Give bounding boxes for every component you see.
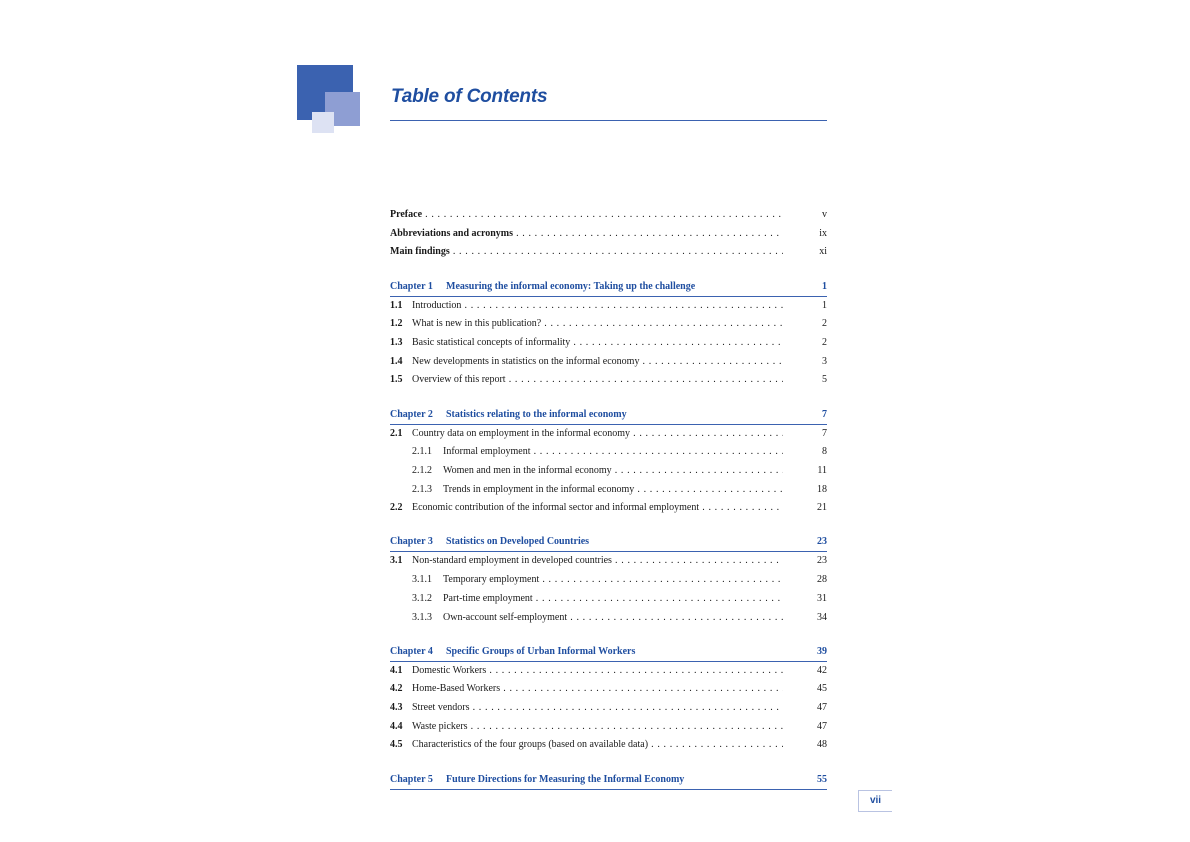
section-page: 47 [817, 720, 827, 732]
toc-entry-leader [390, 680, 783, 699]
section-title: Economic contribution of the informal sector and informal employment [412, 502, 700, 514]
section-title: Introduction [412, 299, 462, 311]
chapter-title: Specific Groups of Urban Informal Workers [446, 645, 636, 657]
section-number: 2.1.2 [412, 464, 432, 476]
toc-section-entry[interactable] [390, 718, 827, 737]
toc-entry-leader [390, 552, 783, 571]
section-title: Own-account self-employment [443, 611, 568, 623]
section-title: Street vendors [412, 702, 470, 714]
section-number: 3.1.1 [412, 574, 432, 586]
toc-entry-leader [390, 297, 783, 316]
toc-section-entry[interactable] [390, 499, 827, 518]
toc-subsection-entry[interactable] [390, 590, 827, 609]
title-underline [390, 120, 827, 121]
chapter-page: 23 [817, 536, 827, 548]
section-page: 34 [817, 611, 827, 623]
page-number: vii [858, 790, 892, 812]
decorative-square-small [312, 112, 334, 133]
section-title: New developments in statistics on the informal economy [412, 355, 640, 367]
section-page: 21 [817, 502, 827, 514]
section-title: Characteristics of the four groups (based on available data) [412, 739, 649, 751]
toc-entry-leader [390, 699, 783, 718]
toc-entry-leader [390, 225, 783, 244]
toc-section-entry[interactable] [390, 334, 827, 353]
toc-subsection-entry[interactable] [390, 571, 827, 590]
chapter-title: Future Directions for Measuring the Informal Economy [446, 773, 685, 785]
chapter-title: Measuring the informal economy: Taking up the challenge [446, 280, 696, 292]
section-title: Temporary employment [443, 574, 540, 586]
section-title: Women and men in the informal economy [443, 464, 612, 476]
toc-subsection-entry[interactable] [390, 609, 827, 628]
chapter-page: 55 [817, 773, 827, 785]
chapter-page: 7 [822, 408, 827, 420]
section-number: 1.3 [390, 336, 403, 348]
toc-chapter-heading[interactable] [390, 278, 827, 297]
toc-entry-leader [390, 662, 783, 681]
toc-section-entry[interactable] [390, 315, 827, 334]
section-page: 2 [822, 318, 827, 330]
section-number: 1.5 [390, 374, 403, 386]
toc-entry-leader [390, 609, 783, 628]
chapter-number: Chapter 1 [390, 280, 433, 292]
section-number: 4.3 [390, 702, 403, 714]
section-title: Non-standard employment in developed countries [412, 555, 612, 567]
section-title: Waste pickers [412, 720, 468, 732]
section-number: 2.1 [390, 427, 403, 439]
toc-front-entry[interactable] [390, 206, 827, 225]
toc-section-entry[interactable] [390, 425, 827, 444]
section-number: 1.1 [390, 299, 403, 311]
section-page: 31 [817, 592, 827, 604]
section-number: 1.4 [390, 355, 403, 367]
section-number: 2.1.1 [412, 446, 432, 458]
section-title: Domestic Workers [412, 664, 487, 676]
toc-entry-page: ix [819, 227, 827, 239]
chapter-title: Statistics relating to the informal economy [446, 408, 627, 420]
toc-entry-leader [390, 590, 783, 609]
section-page: 3 [822, 355, 827, 367]
section-page: 18 [817, 483, 827, 495]
toc-entry-leader [390, 481, 783, 500]
section-title: Home-Based Workers [412, 683, 501, 695]
section-title: What is new in this publication? [412, 318, 542, 330]
section-number: 2.2 [390, 502, 403, 514]
page-title: Table of Contents [391, 86, 548, 107]
section-title: Trends in employment in the informal economy [443, 483, 635, 495]
toc-chapter-heading[interactable] [390, 643, 827, 662]
section-page: 42 [817, 664, 827, 676]
toc-section-entry[interactable] [390, 371, 827, 390]
section-number: 4.4 [390, 720, 403, 732]
toc-front-entry[interactable] [390, 225, 827, 244]
section-number: 3.1.2 [412, 592, 432, 604]
toc-section-entry[interactable] [390, 699, 827, 718]
toc-section-entry[interactable] [390, 736, 827, 755]
section-number: 4.1 [390, 664, 403, 676]
toc-front-entry[interactable] [390, 243, 827, 262]
toc-subsection-entry[interactable] [390, 462, 827, 481]
section-page: 11 [817, 464, 827, 476]
section-page: 45 [817, 683, 827, 695]
section-number: 2.1.3 [412, 483, 432, 495]
toc-entry-leader [390, 334, 783, 353]
toc-entry-leader [390, 736, 783, 755]
section-page: 23 [817, 555, 827, 567]
table-of-contents [390, 206, 827, 790]
toc-entry-label: Preface [390, 209, 423, 220]
toc-entry-label: Main findings [390, 246, 450, 258]
toc-section-entry[interactable] [390, 680, 827, 699]
section-page: 47 [817, 702, 827, 714]
section-page: 48 [817, 739, 827, 751]
toc-subsection-entry[interactable] [390, 443, 827, 462]
toc-entry-leader [390, 425, 783, 444]
section-number: 4.5 [390, 739, 403, 751]
section-title: Overview of this report [412, 374, 506, 386]
section-title: Part-time employment [443, 592, 533, 604]
toc-chapter-heading[interactable] [390, 771, 827, 790]
section-page: 5 [822, 374, 827, 386]
section-title: Country data on employment in the informal economy [412, 427, 631, 439]
chapter-page: 39 [817, 645, 827, 657]
toc-entry-leader [390, 371, 783, 390]
toc-entry-leader [390, 353, 783, 372]
section-number: 4.2 [390, 683, 403, 695]
chapter-number: Chapter 3 [390, 536, 433, 548]
toc-entry-leader [390, 571, 783, 590]
section-page: 28 [817, 574, 827, 586]
section-page: 7 [822, 427, 827, 439]
toc-chapter-heading[interactable] [390, 533, 827, 552]
chapter-page: 1 [822, 280, 827, 292]
toc-section-entry[interactable] [390, 297, 827, 316]
section-number: 3.1 [390, 555, 403, 567]
toc-entry-leader [390, 206, 783, 225]
section-title: Informal employment [443, 446, 531, 458]
toc-chapter-heading[interactable] [390, 406, 827, 425]
chapter-title: Statistics on Developed Countries [446, 536, 590, 548]
section-page: 8 [822, 446, 827, 458]
section-number: 1.2 [390, 318, 403, 330]
toc-entry-leader [390, 243, 783, 262]
toc-entry-page: v [822, 209, 827, 220]
chapter-number: Chapter 4 [390, 645, 433, 657]
toc-entry-page: xi [819, 246, 827, 258]
section-title: Basic statistical concepts of informality [412, 336, 571, 348]
section-page: 1 [822, 299, 827, 311]
toc-subsection-entry[interactable] [390, 481, 827, 500]
toc-entry-leader [390, 462, 783, 481]
section-number: 3.1.3 [412, 611, 432, 623]
toc-section-entry[interactable] [390, 353, 827, 372]
toc-entry-leader [390, 315, 783, 334]
chapter-number: Chapter 5 [390, 773, 433, 785]
chapter-number: Chapter 2 [390, 408, 433, 420]
toc-entry-leader [390, 499, 783, 518]
toc-entry-label: Abbreviations and acronyms [390, 227, 513, 239]
toc-entry-leader [390, 443, 783, 462]
toc-section-entry[interactable] [390, 552, 827, 571]
toc-entry-leader [390, 718, 783, 737]
toc-section-entry[interactable] [390, 662, 827, 681]
section-page: 2 [822, 336, 827, 348]
